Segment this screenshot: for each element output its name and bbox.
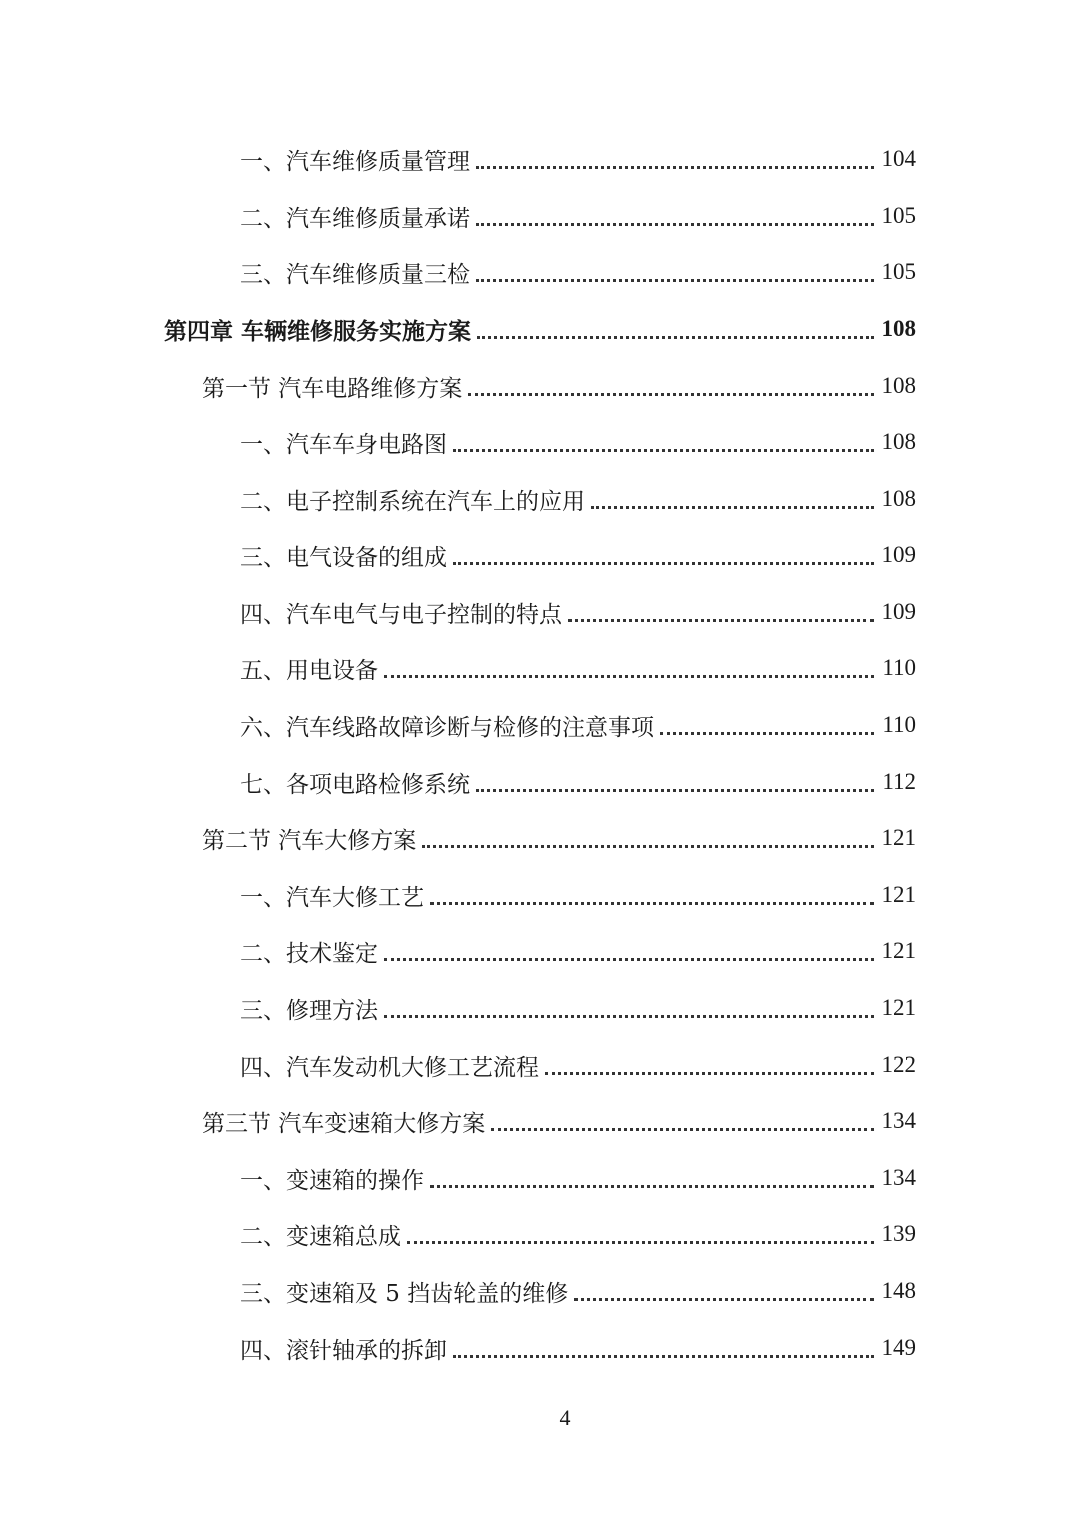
toc-entry-page: 110 — [882, 655, 916, 680]
toc-leader-dots — [476, 223, 874, 226]
toc-leader-dots — [422, 845, 873, 848]
toc-entry[interactable] — [240, 1214, 916, 1254]
toc-leader-dots — [477, 336, 873, 339]
toc-entry-title: 第四章 车辆维修服务实施方案 — [164, 317, 472, 345]
toc-entry-page: 121 — [881, 995, 916, 1020]
toc-section-entry[interactable] — [202, 366, 916, 406]
toc-section-entry[interactable] — [202, 818, 916, 858]
toc-entry-title: 三、修理方法 — [240, 997, 378, 1024]
toc-leader-dots — [476, 279, 874, 282]
toc-entry-title: 三、电气设备的组成 — [240, 544, 447, 571]
toc-leader-dots — [407, 1241, 874, 1244]
toc-entry-title: 第三节 汽车变速箱大修方案 — [202, 1110, 486, 1137]
toc-leader-dots — [384, 1015, 874, 1018]
toc-leader-dots — [574, 1298, 873, 1301]
toc-entry-title: 一、变速箱的操作 — [240, 1167, 424, 1194]
toc-entry-page: 108 — [881, 429, 916, 454]
toc-entry-page: 112 — [882, 769, 916, 794]
toc-entry-title: 一、汽车维修质量管理 — [240, 148, 470, 175]
toc-entry[interactable] — [240, 479, 916, 519]
toc-entry[interactable] — [240, 648, 916, 688]
toc-entry-page: 149 — [881, 1335, 916, 1360]
toc-entry-page: 109 — [881, 599, 916, 624]
toc-entry[interactable] — [240, 1158, 916, 1198]
toc-entry-title: 四、汽车发动机大修工艺流程 — [240, 1054, 539, 1081]
toc-entry-title: 二、技术鉴定 — [240, 940, 378, 967]
toc-entry[interactable] — [240, 1271, 916, 1311]
toc-entry-page: 108 — [881, 486, 916, 511]
toc-entry-title: 第二节 汽车大修方案 — [202, 827, 417, 854]
toc-entry[interactable] — [240, 762, 916, 802]
toc-entry-page: 110 — [882, 712, 916, 737]
toc-leader-dots — [384, 958, 874, 961]
toc-entry-title: 四、汽车电气与电子控制的特点 — [240, 601, 562, 628]
toc-entry[interactable] — [240, 875, 916, 915]
toc-entry[interactable] — [240, 252, 916, 292]
toc-entry[interactable] — [240, 592, 916, 632]
toc-entry[interactable] — [240, 196, 916, 236]
toc-entry-page: 109 — [881, 542, 916, 567]
toc-leader-dots — [545, 1072, 874, 1075]
toc-section-entry[interactable] — [202, 1101, 916, 1141]
toc-entry-title: 六、汽车线路故障诊断与检修的注意事项 — [240, 714, 654, 741]
toc-leader-dots — [453, 449, 874, 452]
toc-entry-page: 134 — [881, 1108, 916, 1133]
toc-entry-title: 三、汽车维修质量三检 — [240, 261, 470, 288]
toc-entry-title: 一、汽车车身电路图 — [240, 431, 447, 458]
toc-entry-title: 二、变速箱总成 — [240, 1223, 401, 1250]
toc-entry-page: 134 — [881, 1165, 916, 1190]
toc-entry[interactable] — [240, 1045, 916, 1085]
toc-entry-page: 148 — [881, 1278, 916, 1303]
toc-entry[interactable] — [240, 535, 916, 575]
toc-leader-dots — [491, 1128, 873, 1131]
toc-leader-dots — [468, 393, 873, 396]
toc-entry-page: 139 — [881, 1221, 916, 1246]
toc-entry-title: 五、用电设备 — [240, 657, 378, 684]
toc-leader-dots — [591, 506, 874, 509]
toc-leader-dots — [476, 789, 874, 792]
toc-entry-title: 一、汽车大修工艺 — [240, 884, 424, 911]
toc-entry-title: 三、变速箱及 5 挡齿轮盖的维修 — [240, 1280, 569, 1307]
toc-chapter-entry[interactable] — [164, 309, 916, 349]
toc-entry[interactable] — [240, 705, 916, 745]
toc-entry-page: 104 — [881, 146, 916, 171]
toc-entry-page: 105 — [881, 259, 916, 284]
toc-entry-title: 四、滚针轴承的拆卸 — [240, 1337, 447, 1364]
toc-leader-dots — [660, 732, 874, 735]
toc-leader-dots — [430, 1185, 874, 1188]
toc-leader-dots — [476, 166, 874, 169]
toc-entry[interactable] — [240, 988, 916, 1028]
toc-leader-dots — [453, 1355, 874, 1358]
toc-leader-dots — [568, 619, 874, 622]
toc-entry[interactable] — [240, 931, 916, 971]
toc-entry-title: 第一节 汽车电路维修方案 — [202, 375, 463, 402]
toc-entry[interactable] — [240, 139, 916, 179]
toc-entry-page: 121 — [881, 882, 916, 907]
toc-leader-dots — [384, 675, 874, 678]
toc-entry-page: 108 — [881, 316, 916, 341]
toc-entry[interactable] — [240, 422, 916, 462]
toc-entry[interactable] — [240, 1328, 916, 1368]
toc-entry-page: 121 — [881, 825, 916, 850]
toc-entry-title: 七、各项电路检修系统 — [240, 771, 470, 798]
toc-entry-title: 二、电子控制系统在汽车上的应用 — [240, 488, 585, 515]
toc-entry-page: 108 — [881, 373, 916, 398]
toc-leader-dots — [453, 562, 874, 565]
toc-entry-page: 105 — [881, 203, 916, 228]
toc-entry-title: 二、汽车维修质量承诺 — [240, 205, 470, 232]
toc-leader-dots — [430, 902, 874, 905]
toc-entry-page: 121 — [881, 938, 916, 963]
page-number: 4 — [559, 1405, 571, 1430]
toc-entry-page: 122 — [881, 1052, 916, 1077]
